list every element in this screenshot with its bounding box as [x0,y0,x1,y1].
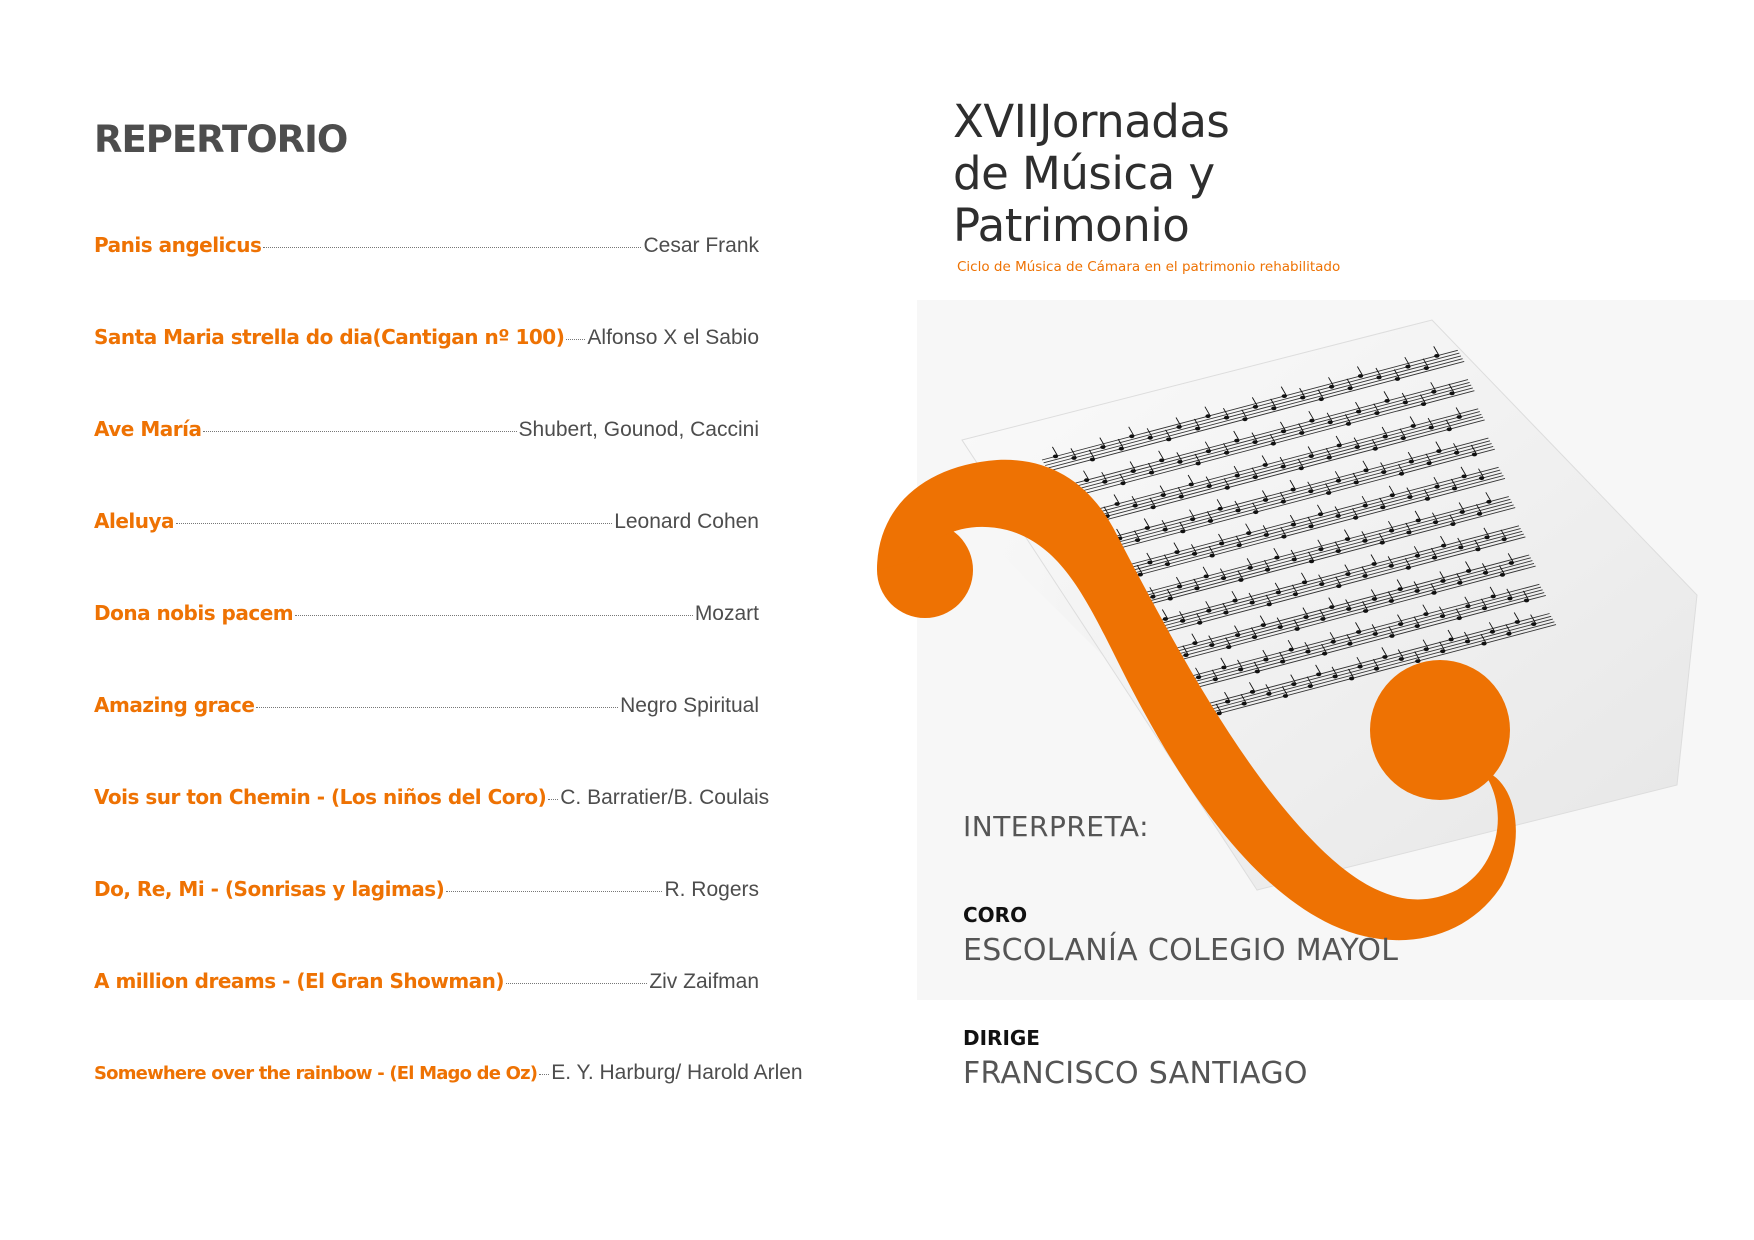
piece-composer: C. Barratier/B. Coulais [560,786,770,809]
list-item [94,693,759,785]
list-item [94,877,759,969]
director-name: FRANCISCO SANTIAGO [963,1056,1308,1091]
dot-leader [506,983,647,984]
piece-title: Somewhere over the rainbow - (El Mago de Oz) [94,1063,538,1084]
event-title-line: de Música y [953,147,1215,200]
piece-title: Do, Re, Mi - (Sonrisas y lagimas) [94,877,445,901]
dot-leader [548,799,558,800]
director-label: DIRIGE [963,1026,1040,1050]
list-item [94,785,770,877]
list-item [94,233,759,325]
piece-title: Vois sur ton Chemin - (Los niños del Coro) [94,785,547,809]
piece-title: A million dreams - (El Gran Showman) [94,969,505,993]
list-item [94,417,759,509]
director-block [963,1026,1308,1091]
piece-composer: E. Y. Harburg/ Harold Arlen [551,1061,803,1084]
piece-title: Panis angelicus [94,233,262,257]
piece-composer: Negro Spiritual [620,694,759,717]
list-item [94,601,759,693]
piece-composer: Mozart [694,602,759,625]
dot-leader [263,247,641,248]
dot-leader [256,707,618,708]
repertoire-heading: REPERTORIO [94,118,348,161]
piece-composer: Alfonso X el Sabio [587,326,759,349]
list-item [94,325,759,417]
dot-leader [539,1074,549,1075]
event-title-line: XVIIJornadas [953,95,1230,148]
event-subtitle: Ciclo de Música de Cámara en el patrimonio rehabilitado [957,259,1341,275]
list-item [94,969,759,1061]
piece-composer: R. Rogers [664,878,759,901]
dot-leader [295,615,693,616]
piece-composer: Leonard Cohen [614,510,759,533]
piece-composer: Shubert, Gounod, Caccini [518,418,759,441]
choir-block [963,903,1398,968]
piece-composer: Ziv Zaifman [649,970,759,993]
choir-name: ESCOLANÍA COLEGIO MAYOL [963,933,1399,968]
piece-title: Amazing grace [94,693,255,717]
piece-title: Aleluya [94,509,175,533]
performer-label: INTERPRETA: [963,810,1150,843]
list-item [94,1061,803,1153]
piece-title: Dona nobis pacem [94,601,294,625]
dot-leader [446,891,662,892]
cover-page [877,0,1754,1240]
piece-composer: Cesar Frank [643,234,759,257]
repertoire-list [94,233,803,1153]
dot-leader [176,523,612,524]
event-title [953,96,1229,252]
dot-leader [566,339,585,340]
choir-label: CORO [963,903,1028,927]
piece-title: Santa Maria strella do dia(Cantigan nº 100) [94,325,565,349]
event-title-line: Patrimonio [953,199,1190,252]
piece-title: Ave María [94,417,202,441]
list-item [94,509,759,601]
dot-leader [203,431,516,432]
